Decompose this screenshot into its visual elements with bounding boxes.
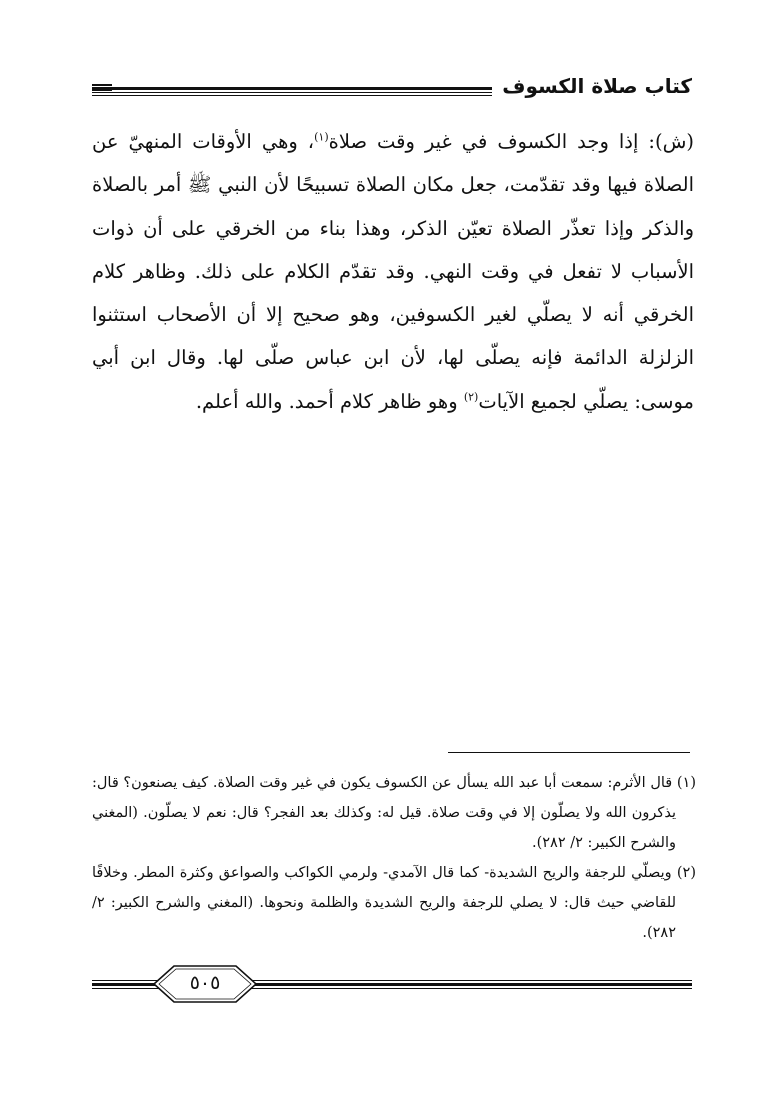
footnote-1: (١) قال الأثرم: سمعت أبا عبد الله يسأل عن الكسوف يكون في غير وقت الصلاة. كيف يصنعون؟ قال: يذكرون الله ولا يصلّون إلا في وقت صلاة. قيل له: وكذلك بعد الفجر؟ قال: نعم لا يصلّون. (المغني والشرح الكبير: ٢/ ٢٨٢). xyxy=(92,775,696,851)
chapter-title: كتاب صلاة الكسوف xyxy=(492,74,692,98)
page-number-badge xyxy=(140,962,270,1006)
main-text-middle: ، وهي الأوقات المنهيّ عن الصلاة فيها وقد تقدّمت، جعل مكان الصلاة تسبيحًا لأن النبي ﷺ أمر بالصلاة والذكر وإذا تعذّر الصلاة تعيّن الذكر، وهذا بناء من الخرقي على أن ذوات الأسباب لا تفعل في وقت النهي. وقد تقدّم الكلام على ذلك. وظاهر كلام الخرقي أنه لا يصلّي لغير الكسوفين، وهو صحيح إلا أن الأصحاب استثنوا الزلزلة الدائمة فإنه يصلّى لها، لأن ابن عباس صلّى لها. وقال ابن أبي موسى: يصلّي لجميع الآيات xyxy=(92,130,694,413)
footnote-separator xyxy=(448,752,690,753)
running-header xyxy=(92,72,692,108)
footnote-ref-2: (٢) xyxy=(463,390,479,404)
page-number: ٥٠٥ xyxy=(189,972,221,994)
main-text-start: (ش): إذا وجد الكسوف في غير وقت صلاة xyxy=(328,130,694,153)
page-footer xyxy=(92,962,692,1008)
main-text-end: وهو ظاهر كلام أحمد. والله أعلم. xyxy=(195,389,464,413)
footnote-2: (٢) ويصلّي للرجفة والريح الشديدة- كما قال الآمدي- ولرمي الكواكب والصواعق وكثرة المطر. وخلافًا للقاضي حيث قال: لا يصلي للرجفة والريح الشديدة والظلمة ونحوها. (المغني والشرح الكبير: ٢/ ٢٨٢). xyxy=(92,865,696,941)
header-rule xyxy=(92,87,560,96)
footnotes xyxy=(92,768,696,948)
footnote-ref-1: (١) xyxy=(314,130,329,144)
main-text xyxy=(92,120,694,423)
